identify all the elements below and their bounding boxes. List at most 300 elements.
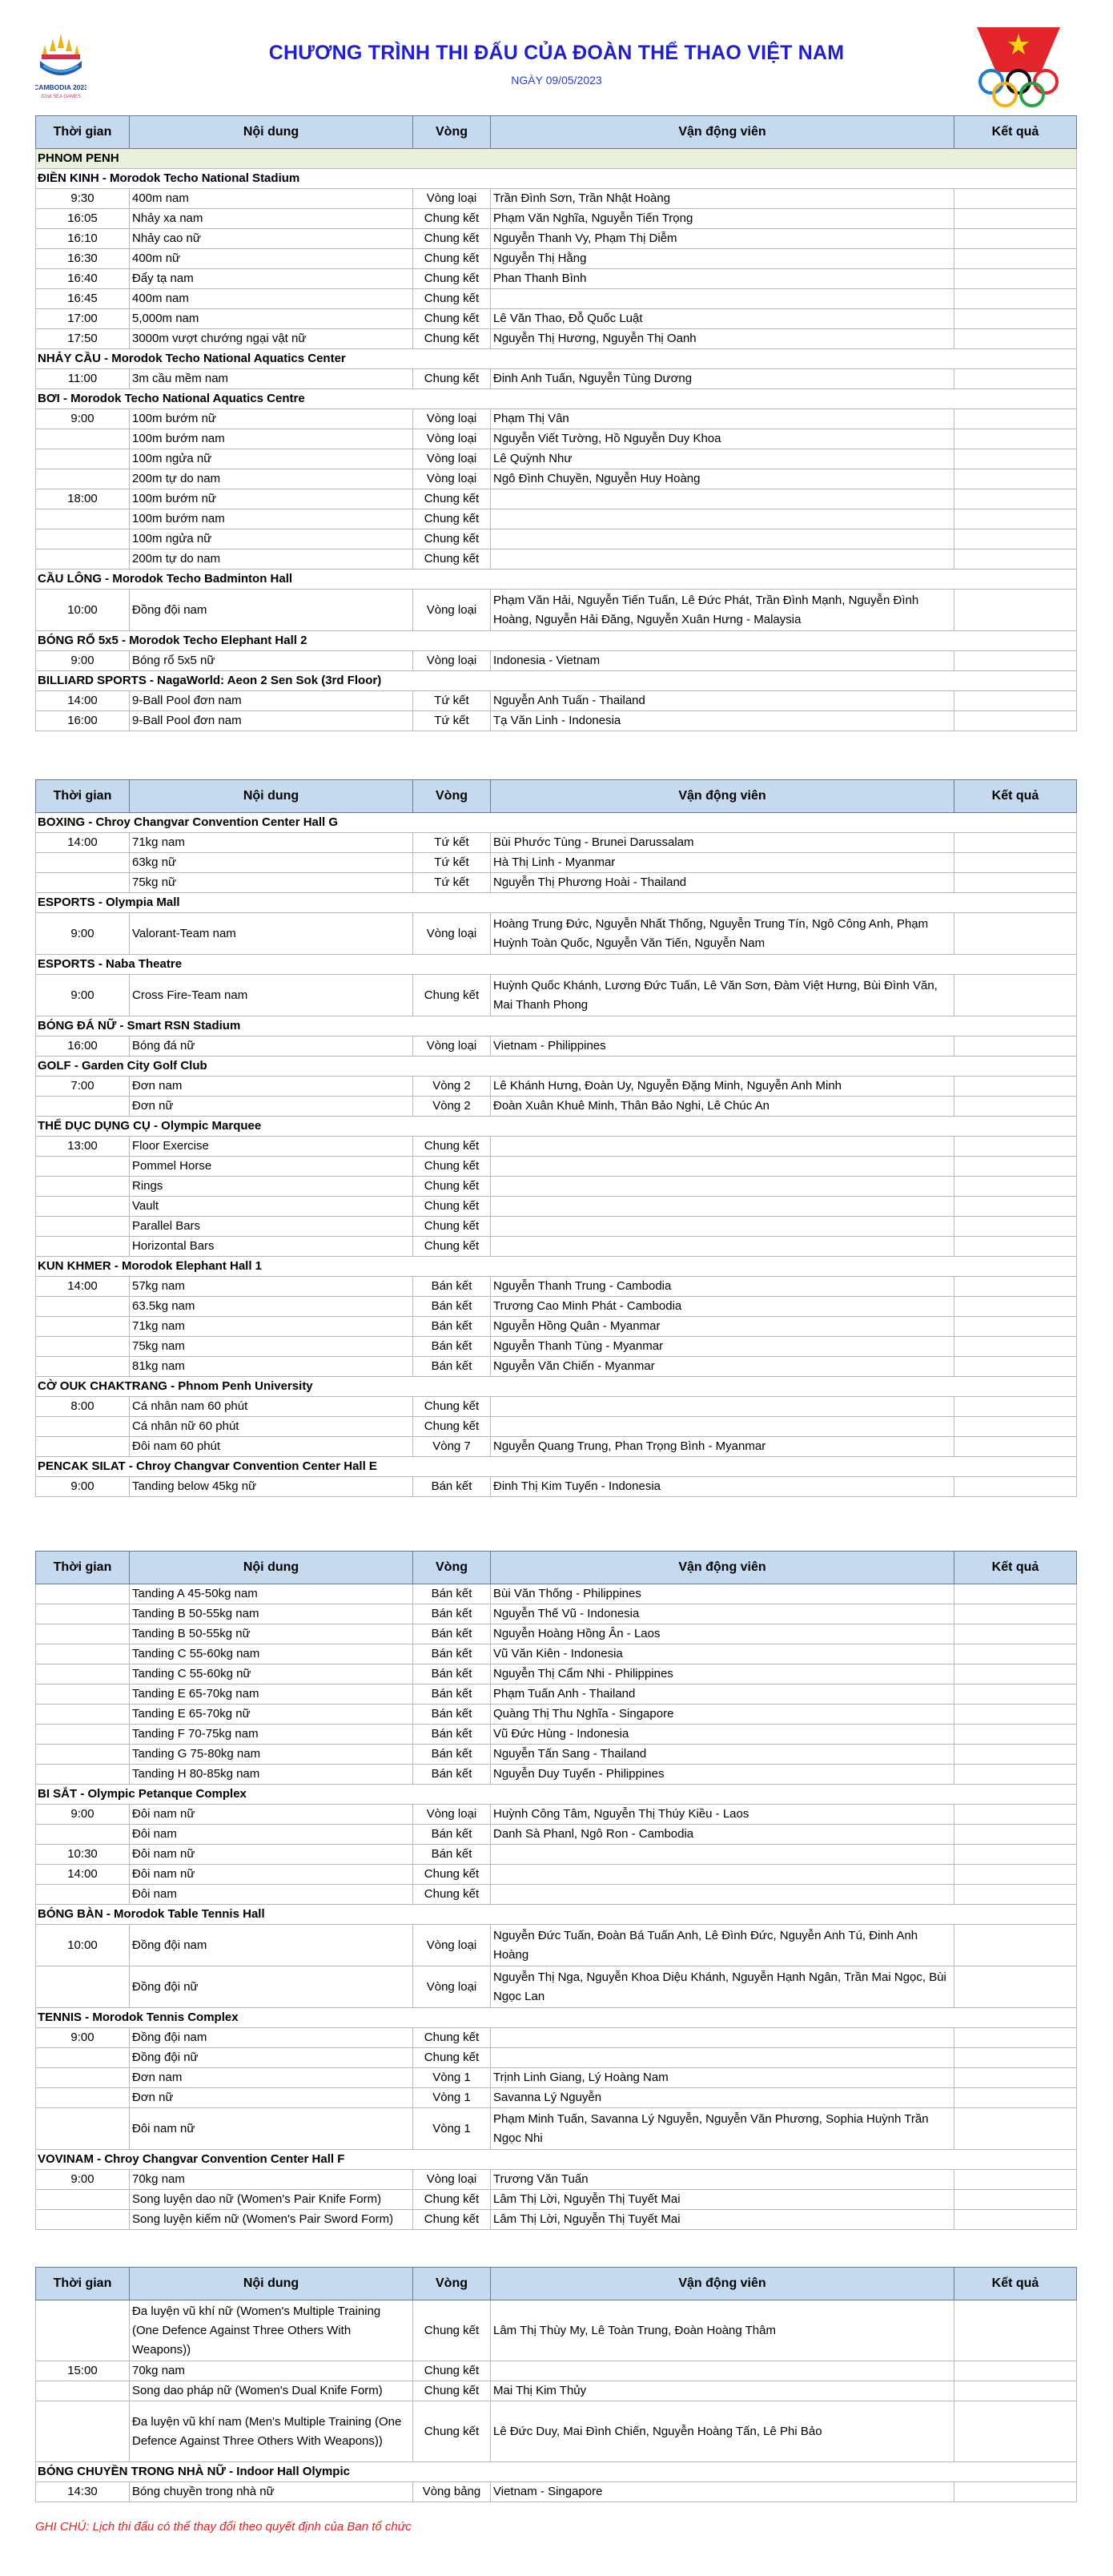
col-athletes-header: Vận động viên [491, 780, 954, 813]
round-cell: Tứ kết [413, 711, 491, 731]
venue-row [36, 349, 1077, 369]
time-cell: 17:50 [36, 329, 130, 349]
col-round-header: Vòng [413, 2268, 491, 2300]
venue-heading: ESPORTS - Olympia Mall [36, 893, 1077, 913]
venue-heading: KUN KHMER - Morodok Elephant Hall 1 [36, 1257, 1077, 1277]
table-row [36, 1397, 1077, 1417]
schedule-table-3 [35, 1551, 1076, 2230]
table-row [36, 549, 1077, 570]
result-cell [954, 289, 1077, 309]
time-cell: 9:00 [36, 2170, 130, 2190]
table-row [36, 1624, 1077, 1644]
result-cell [954, 209, 1077, 229]
result-cell [954, 1397, 1077, 1417]
round-cell: Bán kết [413, 1705, 491, 1725]
page-header [0, 0, 1113, 116]
time-cell [36, 469, 130, 489]
event-cell: Đồng đội nam [130, 590, 413, 631]
time-cell [36, 1217, 130, 1237]
event-cell: Song dao pháp nữ (Women's Dual Knife Form) [130, 2381, 413, 2401]
venue-row [36, 389, 1077, 409]
event-cell: Đồng đội nam [130, 1925, 413, 1966]
event-cell: Tanding C 55-60kg nam [130, 1644, 413, 1664]
table-row [36, 2361, 1077, 2381]
athletes-cell: Nguyễn Quang Trung, Phan Trọng Bình - Myanmar [491, 1437, 954, 1457]
event-cell: Tanding B 50-55kg nam [130, 1604, 413, 1624]
logo-left-sub: 32nd SEA GAMES [40, 95, 82, 99]
table-row [36, 1865, 1077, 1885]
venue-row [36, 813, 1077, 833]
athletes-cell: Phạm Văn Nghĩa, Nguyễn Tiến Trọng [491, 209, 954, 229]
table-row [36, 1437, 1077, 1457]
time-cell: 16:00 [36, 1036, 130, 1057]
event-cell: Đôi nam [130, 1825, 413, 1845]
result-cell [954, 1644, 1077, 1664]
event-cell: Nhảy xa nam [130, 209, 413, 229]
athletes-cell: Huỳnh Quốc Khánh, Lương Đức Tuấn, Lê Văn Sơn, Đàm Việt Hưng, Bùi Đình Văn, Mai Thanh Phong [491, 975, 954, 1016]
venue-row [36, 1377, 1077, 1397]
venue-row [36, 1785, 1077, 1805]
athletes-cell: Nguyễn Thanh Trung - Cambodia [491, 1277, 954, 1297]
city-row [36, 149, 1077, 169]
athletes-cell: Nguyễn Hồng Quân - Myanmar [491, 1317, 954, 1337]
round-cell: Vòng loại [413, 469, 491, 489]
event-cell: Horizontal Bars [130, 1237, 413, 1257]
venue-row [36, 1905, 1077, 1925]
table-header-row [36, 116, 1077, 149]
athletes-cell: Đinh Anh Tuấn, Nguyễn Tùng Dương [491, 369, 954, 389]
result-cell [954, 1077, 1077, 1097]
result-cell [954, 833, 1077, 853]
table-row [36, 2088, 1077, 2108]
event-cell: 3000m vượt chướng ngại vật nữ [130, 329, 413, 349]
col-content-header: Nội dung [130, 780, 413, 813]
time-cell: 9:00 [36, 1477, 130, 1497]
event-cell: Đồng đội nữ [130, 1966, 413, 2008]
page-title: CHƯƠNG TRÌNH THI ĐẤU CỦA ĐOÀN THỂ THAO VIỆT NAM [268, 42, 845, 64]
result-cell [954, 249, 1077, 269]
athletes-cell: Lê Văn Thao, Đỗ Quốc Luật [491, 309, 954, 329]
event-cell: Tanding G 75-80kg nam [130, 1745, 413, 1765]
time-cell: 11:00 [36, 369, 130, 389]
time-cell [36, 1664, 130, 1684]
schedule-table-1 [35, 115, 1076, 731]
table-row [36, 1644, 1077, 1664]
col-time-header: Thời gian [36, 1552, 130, 1584]
event-cell: 100m bướm nữ [130, 489, 413, 509]
athletes-cell: Nguyễn Thị Hương, Nguyễn Thị Oanh [491, 329, 954, 349]
athletes-cell: Nguyễn Thanh Vy, Phạm Thị Diễm [491, 229, 954, 249]
table-row [36, 1157, 1077, 1177]
athletes-cell [491, 1237, 954, 1257]
result-cell [954, 1097, 1077, 1117]
athletes-cell [491, 1417, 954, 1437]
round-cell: Chung kết [413, 1397, 491, 1417]
col-athletes-header: Vận động viên [491, 2268, 954, 2300]
result-cell [954, 853, 1077, 873]
table-row [36, 691, 1077, 711]
round-cell: Chung kết [413, 1237, 491, 1257]
round-cell: Vòng loại [413, 409, 491, 429]
athletes-cell: Nguyễn Thế Vũ - Indonesia [491, 1604, 954, 1624]
table-row [36, 1845, 1077, 1865]
venue-row [36, 1057, 1077, 1077]
event-cell: Floor Exercise [130, 1137, 413, 1157]
round-cell: Chung kết [413, 2190, 491, 2210]
venue-heading: GOLF - Garden City Golf Club [36, 1057, 1077, 1077]
athletes-cell: Mai Thị Kim Thủy [491, 2381, 954, 2401]
event-cell: 100m bướm nữ [130, 409, 413, 429]
round-cell: Chung kết [413, 1157, 491, 1177]
time-cell [36, 1885, 130, 1905]
athletes-cell: Lâm Thị Lời, Nguyễn Thị Tuyết Mai [491, 2190, 954, 2210]
venue-heading: BÓNG CHUYỀN TRONG NHÀ NỮ - Indoor Hall Olympic [36, 2462, 1077, 2482]
result-cell [954, 2190, 1077, 2210]
venue-row [36, 570, 1077, 590]
event-cell: Tanding F 70-75kg nam [130, 1725, 413, 1745]
round-cell: Bán kết [413, 1684, 491, 1705]
event-cell: Tanding A 45-50kg nam [130, 1584, 413, 1604]
event-cell: Đôi nam nữ [130, 2108, 413, 2150]
time-cell [36, 1584, 130, 1604]
table-row [36, 1417, 1077, 1437]
round-cell: Vòng loại [413, 1036, 491, 1057]
round-cell: Vòng bảng [413, 2482, 491, 2502]
table-row [36, 1097, 1077, 1117]
athletes-cell: Vietnam - Philippines [491, 1036, 954, 1057]
round-cell: Bán kết [413, 1725, 491, 1745]
round-cell: Bán kết [413, 1277, 491, 1297]
event-cell: 200m tự do nam [130, 549, 413, 570]
event-cell: Đồng đội nữ [130, 2048, 413, 2068]
event-cell: Đôi nam nữ [130, 1865, 413, 1885]
event-cell: Đơn nữ [130, 1097, 413, 1117]
event-cell: Tanding below 45kg nữ [130, 1477, 413, 1497]
athletes-cell [491, 1177, 954, 1197]
result-cell [954, 509, 1077, 529]
athletes-cell: Nguyễn Đức Tuấn, Đoàn Bá Tuấn Anh, Lê Đình Đức, Nguyễn Anh Tú, Đinh Anh Hoàng [491, 1925, 954, 1966]
event-cell: Tanding B 50-55kg nữ [130, 1624, 413, 1644]
event-cell: 71kg nam [130, 1317, 413, 1337]
event-cell: 400m nam [130, 189, 413, 209]
event-cell: 9-Ball Pool đơn nam [130, 711, 413, 731]
event-cell: Đồng đội nam [130, 2028, 413, 2048]
event-cell: Rings [130, 1177, 413, 1197]
table-row [36, 529, 1077, 549]
athletes-cell: Bùi Văn Thống - Philippines [491, 1584, 954, 1604]
result-cell [954, 1925, 1077, 1966]
result-cell [954, 1604, 1077, 1624]
time-cell: 7:00 [36, 1077, 130, 1097]
round-cell: Vòng 2 [413, 1097, 491, 1117]
table-row [36, 1664, 1077, 1684]
table-row [36, 2190, 1077, 2210]
table-row [36, 189, 1077, 209]
athletes-cell: Tạ Văn Linh - Indonesia [491, 711, 954, 731]
venue-heading: CỜ OUK CHAKTRANG - Phnom Penh University [36, 1377, 1077, 1397]
result-cell [954, 1036, 1077, 1057]
athletes-cell: Ngô Đình Chuyền, Nguyễn Huy Hoàng [491, 469, 954, 489]
time-cell [36, 1197, 130, 1217]
table-row [36, 1725, 1077, 1745]
event-cell: 75kg nam [130, 1337, 413, 1357]
event-cell: 3m cầu mềm nam [130, 369, 413, 389]
result-cell [954, 873, 1077, 893]
time-cell [36, 2068, 130, 2088]
event-cell: 100m ngửa nữ [130, 449, 413, 469]
round-cell: Chung kết [413, 549, 491, 570]
time-cell [36, 1765, 130, 1785]
col-result-header: Kết quả [954, 116, 1077, 149]
round-cell: Bán kết [413, 1584, 491, 1604]
event-cell: Bóng chuyền trong nhà nữ [130, 2482, 413, 2502]
athletes-cell: Vietnam - Singapore [491, 2482, 954, 2502]
time-cell [36, 509, 130, 529]
athletes-cell [491, 289, 954, 309]
table-row [36, 209, 1077, 229]
result-cell [954, 409, 1077, 429]
event-cell: 100m bướm nam [130, 509, 413, 529]
athletes-cell: Lâm Thị Thùy My, Lê Toàn Trung, Đoàn Hoàng Thâm [491, 2300, 954, 2361]
vietnam-olympic-logo [970, 26, 1067, 111]
venue-row [36, 2008, 1077, 2028]
schedule-table-4 [35, 2267, 1076, 2502]
athletes-cell: Trịnh Linh Giang, Lý Hoàng Nam [491, 2068, 954, 2088]
athletes-cell [491, 509, 954, 529]
event-cell: Song luyện dao nữ (Women's Pair Knife Form) [130, 2190, 413, 2210]
time-cell [36, 873, 130, 893]
result-cell [954, 2170, 1077, 2190]
result-cell [954, 1297, 1077, 1317]
result-cell [954, 1437, 1077, 1457]
table-row [36, 229, 1077, 249]
result-cell [954, 975, 1077, 1016]
athletes-cell: Lê Đức Duy, Mai Đình Chiến, Nguyễn Hoàng Tấn, Lê Phi Bảo [491, 2401, 954, 2462]
round-cell: Vòng loại [413, 2170, 491, 2190]
event-cell: Tanding H 80-85kg nam [130, 1765, 413, 1785]
round-cell: Bán kết [413, 1664, 491, 1684]
event-cell: 63kg nữ [130, 853, 413, 873]
result-cell [954, 1277, 1077, 1297]
round-cell: Chung kết [413, 529, 491, 549]
time-cell [36, 1705, 130, 1725]
event-cell: Đa luyện vũ khí nữ (Women's Multiple Training (One Defence Against Three Others With Weapons)) [130, 2300, 413, 2361]
time-cell: 9:00 [36, 2028, 130, 2048]
round-cell: Chung kết [413, 1865, 491, 1885]
event-cell: Đa luyện vũ khí nam (Men's Multiple Training (One Defence Against Three Others With Weapons)) [130, 2401, 413, 2462]
table-row [36, 1217, 1077, 1237]
venue-row [36, 1457, 1077, 1477]
col-content-header: Nội dung [130, 116, 413, 149]
time-cell: 18:00 [36, 489, 130, 509]
result-cell [954, 2028, 1077, 2048]
athletes-cell [491, 1397, 954, 1417]
athletes-cell: Phạm Thị Vân [491, 409, 954, 429]
time-cell [36, 2088, 130, 2108]
table-row [36, 2048, 1077, 2068]
time-cell [36, 1177, 130, 1197]
venue-heading: CẦU LÔNG - Morodok Techo Badminton Hall [36, 570, 1077, 590]
event-cell: Pommel Horse [130, 1157, 413, 1177]
time-cell: 9:30 [36, 189, 130, 209]
result-cell [954, 309, 1077, 329]
event-cell: 75kg nữ [130, 873, 413, 893]
result-cell [954, 369, 1077, 389]
round-cell: Vòng loại [413, 1925, 491, 1966]
athletes-cell [491, 549, 954, 570]
table-row [36, 1337, 1077, 1357]
athletes-cell [491, 529, 954, 549]
round-cell: Chung kết [413, 1417, 491, 1437]
table-row [36, 833, 1077, 853]
round-cell: Chung kết [413, 1137, 491, 1157]
athletes-cell: Nguyễn Thị Phương Hoài - Thailand [491, 873, 954, 893]
time-cell [36, 853, 130, 873]
table-row [36, 873, 1077, 893]
result-cell [954, 189, 1077, 209]
table-row [36, 1477, 1077, 1497]
venue-row [36, 1257, 1077, 1277]
event-cell: Cross Fire-Team nam [130, 975, 413, 1016]
time-cell [36, 1437, 130, 1457]
athletes-cell: Nguyễn Thị Hằng [491, 249, 954, 269]
venue-heading: BÓNG BÀN - Morodok Table Tennis Hall [36, 1905, 1077, 1925]
schedule-table-2 [35, 779, 1076, 1497]
athletes-cell: Savanna Lý Nguyễn [491, 2088, 954, 2108]
athletes-cell: Nguyễn Thị Nga, Nguyễn Khoa Diệu Khánh, Nguyễn Hạnh Ngân, Trần Mai Ngọc, Bùi Ngọc Lan [491, 1966, 954, 2008]
athletes-cell: Huỳnh Công Tâm, Nguyễn Thị Thúy Kiều - Laos [491, 1805, 954, 1825]
venue-heading: BÓNG ĐÁ NỮ - Smart RSN Stadium [36, 1016, 1077, 1036]
result-cell [954, 1825, 1077, 1845]
time-cell [36, 2381, 130, 2401]
round-cell: Chung kết [413, 489, 491, 509]
venue-row [36, 2150, 1077, 2170]
venue-heading: NHẢY CẦU - Morodok Techo National Aquatics Center [36, 349, 1077, 369]
col-athletes-header: Vận động viên [491, 116, 954, 149]
time-cell [36, 1966, 130, 2008]
athletes-cell [491, 2048, 954, 2068]
time-cell [36, 2048, 130, 2068]
table-row [36, 590, 1077, 631]
time-cell [36, 1725, 130, 1745]
venue-heading: VOVINAM - Chroy Changvar Convention Center Hall F [36, 2150, 1077, 2170]
table-row [36, 853, 1077, 873]
time-cell: 9:00 [36, 975, 130, 1016]
table-row [36, 429, 1077, 449]
round-cell: Vòng loại [413, 1805, 491, 1825]
result-cell [954, 1725, 1077, 1745]
round-cell: Bán kết [413, 1825, 491, 1845]
event-cell: 400m nam [130, 289, 413, 309]
table-row [36, 2300, 1077, 2361]
athletes-cell: Đinh Thị Kim Tuyến - Indonesia [491, 1477, 954, 1497]
result-cell [954, 529, 1077, 549]
time-cell: 16:40 [36, 269, 130, 289]
table-row [36, 1925, 1077, 1966]
table-row [36, 369, 1077, 389]
athletes-cell [491, 2028, 954, 2048]
athletes-cell: Nguyễn Viết Tường, Hồ Nguyễn Duy Khoa [491, 429, 954, 449]
round-cell: Chung kết [413, 289, 491, 309]
event-cell: Cá nhân nữ 60 phút [130, 1417, 413, 1437]
event-cell: Bóng đá nữ [130, 1036, 413, 1057]
footnote: GHI CHÚ: Lịch thi đấu có thể thay đổi theo quyết định của Ban tổ chức [35, 2520, 412, 2534]
result-cell [954, 1705, 1077, 1725]
venue-heading: TENNIS - Morodok Tennis Complex [36, 2008, 1077, 2028]
venue-heading: BILLIARD SPORTS - NagaWorld: Aeon 2 Sen Sok (3rd Floor) [36, 671, 1077, 691]
result-cell [954, 1664, 1077, 1684]
event-cell: 9-Ball Pool đơn nam [130, 691, 413, 711]
athletes-cell: Hoàng Trung Đức, Nguyễn Nhất Thống, Nguyễn Trung Tín, Ngô Công Anh, Phạm Huỳnh Toàn Quốc, Nguyễn Văn Tiến, Nguyễn Nam [491, 913, 954, 955]
table-row [36, 1966, 1077, 2008]
time-cell: 16:05 [36, 209, 130, 229]
result-cell [954, 1477, 1077, 1497]
time-cell: 8:00 [36, 1397, 130, 1417]
table-row [36, 913, 1077, 955]
event-cell: Bóng rổ 5x5 nữ [130, 651, 413, 671]
time-cell [36, 2401, 130, 2462]
event-cell: 5,000m nam [130, 309, 413, 329]
venue-heading: THỂ DỤC DỤNG CỤ - Olympic Marquee [36, 1117, 1077, 1137]
table-row [36, 1885, 1077, 1905]
time-cell: 13:00 [36, 1137, 130, 1157]
table-row [36, 249, 1077, 269]
result-cell [954, 449, 1077, 469]
athletes-cell [491, 489, 954, 509]
col-round-header: Vòng [413, 780, 491, 813]
time-cell [36, 1684, 130, 1705]
venue-row [36, 1117, 1077, 1137]
table-row [36, 1277, 1077, 1297]
venue-row [36, 631, 1077, 651]
time-cell [36, 1297, 130, 1317]
athletes-cell: Trần Đình Sơn, Trần Nhật Hoàng [491, 189, 954, 209]
logo-left-text: CAMBODIA 2023 [35, 83, 86, 91]
athletes-cell: Lâm Thị Lời, Nguyễn Thị Tuyết Mai [491, 2210, 954, 2230]
result-cell [954, 1865, 1077, 1885]
result-cell [954, 2210, 1077, 2230]
round-cell: Vòng 2 [413, 1077, 491, 1097]
round-cell: Chung kết [413, 229, 491, 249]
table-row [36, 449, 1077, 469]
result-cell [954, 691, 1077, 711]
athletes-cell: Vũ Văn Kiên - Indonesia [491, 1644, 954, 1664]
venue-heading: BÓNG RỔ 5x5 - Morodok Techo Elephant Hall 2 [36, 631, 1077, 651]
result-cell [954, 1745, 1077, 1765]
col-time-header: Thời gian [36, 780, 130, 813]
venue-row [36, 955, 1077, 975]
result-cell [954, 2048, 1077, 2068]
schedule-table [35, 1551, 1077, 2230]
round-cell: Chung kết [413, 329, 491, 349]
athletes-cell [491, 1157, 954, 1177]
athletes-cell: Hà Thị Linh - Myanmar [491, 853, 954, 873]
table-row [36, 1197, 1077, 1217]
athletes-cell: Danh Sà Phanl, Ngô Ron - Cambodia [491, 1825, 954, 1845]
result-cell [954, 1584, 1077, 1604]
round-cell: Bán kết [413, 1317, 491, 1337]
table-row [36, 329, 1077, 349]
result-cell [954, 711, 1077, 731]
event-cell: Parallel Bars [130, 1217, 413, 1237]
athletes-cell: Nguyễn Tấn Sang - Thailand [491, 1745, 954, 1765]
table-row [36, 1805, 1077, 1825]
table-row [36, 1684, 1077, 1705]
time-cell: 9:00 [36, 409, 130, 429]
athletes-cell [491, 1885, 954, 1905]
round-cell: Bán kết [413, 1477, 491, 1497]
event-cell: Vault [130, 1197, 413, 1217]
